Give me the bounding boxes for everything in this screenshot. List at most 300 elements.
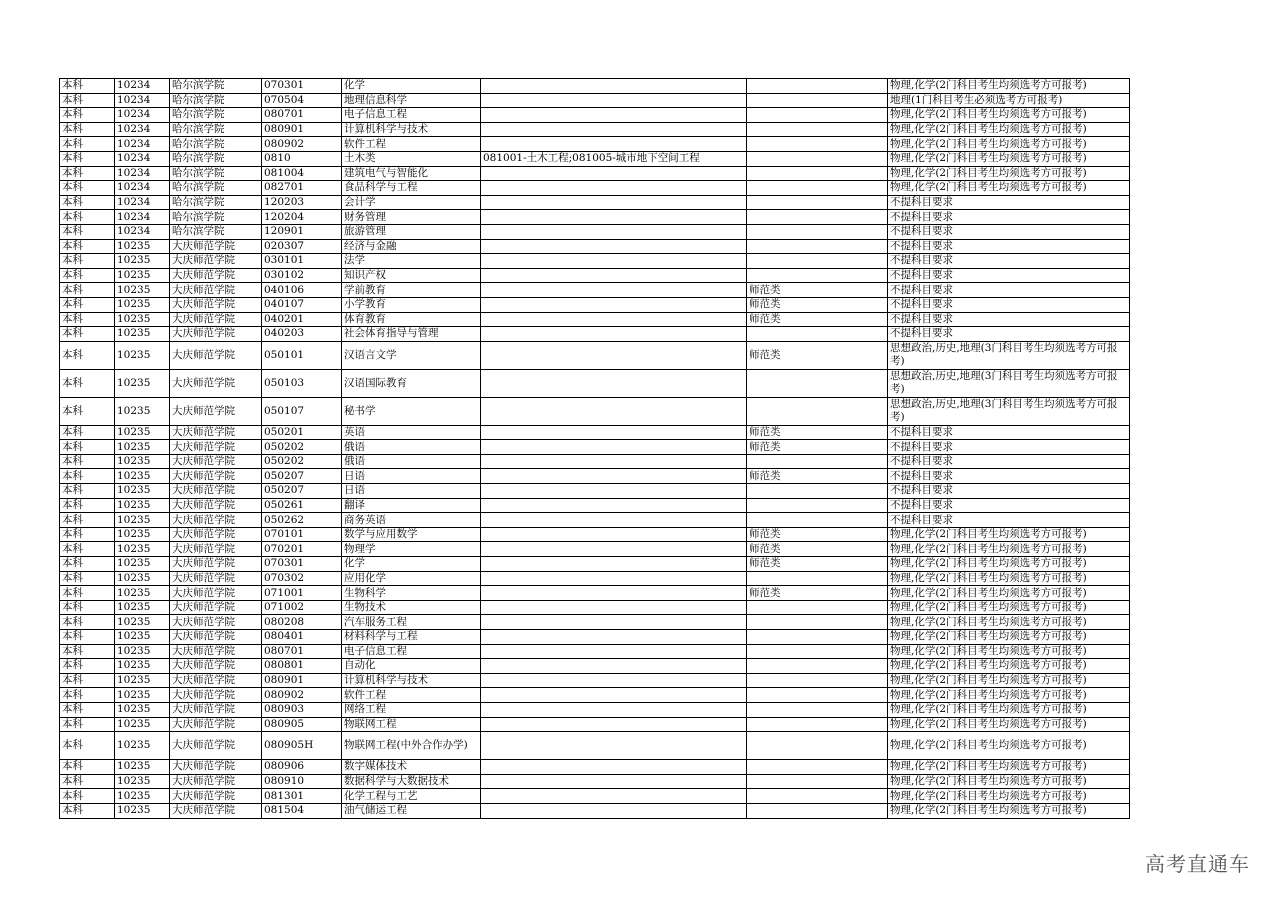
table-row <box>60 760 1130 775</box>
cell-school-name: 哈尔滨学院 <box>170 181 262 196</box>
cell-major-name: 旅游管理 <box>342 224 481 239</box>
cell-note <box>747 454 888 469</box>
cell-level: 本科 <box>60 702 115 717</box>
table-row <box>60 151 1130 166</box>
cell-major-name: 俄语 <box>342 454 481 469</box>
cell-level: 本科 <box>60 542 115 557</box>
cell-level: 本科 <box>60 717 115 732</box>
cell-major-name: 物联网工程 <box>342 717 481 732</box>
cell-level: 本科 <box>60 774 115 789</box>
table-row <box>60 137 1130 152</box>
cell-major-includes <box>481 673 747 688</box>
cell-school-name: 大庆师范学院 <box>170 557 262 572</box>
cell-major-name: 自动化 <box>342 659 481 674</box>
cell-school-code: 10235 <box>115 297 170 312</box>
table-row <box>60 600 1130 615</box>
cell-subject-requirement: 物理,化学(2门科目考生均须选考方可报考) <box>888 542 1130 557</box>
cell-major-name: 汉语国际教育 <box>342 369 481 397</box>
cell-major-code: 080906 <box>262 760 342 775</box>
cell-school-code: 10235 <box>115 630 170 645</box>
cell-major-code: 040106 <box>262 283 342 298</box>
cell-school-code: 10235 <box>115 527 170 542</box>
cell-major-includes: 081001-土木工程;081005-城市地下空间工程 <box>481 151 747 166</box>
table-row <box>60 425 1130 440</box>
cell-major-name: 社会体育指导与管理 <box>342 327 481 342</box>
cell-major-includes <box>481 542 747 557</box>
cell-level: 本科 <box>60 195 115 210</box>
table-row <box>60 803 1130 818</box>
cell-school-code: 10235 <box>115 600 170 615</box>
cell-school-code: 10235 <box>115 688 170 703</box>
cell-major-includes <box>481 239 747 254</box>
cell-level: 本科 <box>60 268 115 283</box>
cell-major-code: 030102 <box>262 268 342 283</box>
cell-school-name: 大庆师范学院 <box>170 774 262 789</box>
cell-major-code: 071002 <box>262 600 342 615</box>
cell-major-code: 020307 <box>262 239 342 254</box>
cell-major-code: 050107 <box>262 397 342 425</box>
cell-subject-requirement: 物理,化学(2门科目考生均须选考方可报考) <box>888 615 1130 630</box>
cell-major-includes <box>481 369 747 397</box>
cell-level: 本科 <box>60 571 115 586</box>
cell-major-includes <box>481 498 747 513</box>
cell-school-name: 大庆师范学院 <box>170 297 262 312</box>
cell-major-includes <box>481 600 747 615</box>
cell-school-name: 大庆师范学院 <box>170 659 262 674</box>
cell-school-code: 10234 <box>115 195 170 210</box>
cell-school-name: 大庆师范学院 <box>170 571 262 586</box>
cell-level: 本科 <box>60 440 115 455</box>
cell-note <box>747 327 888 342</box>
cell-major-code: 030101 <box>262 254 342 269</box>
cell-note <box>747 659 888 674</box>
cell-major-includes <box>481 571 747 586</box>
cell-major-includes <box>481 688 747 703</box>
table-row <box>60 774 1130 789</box>
cell-major-name: 英语 <box>342 425 481 440</box>
table-row <box>60 630 1130 645</box>
table-row <box>60 181 1130 196</box>
cell-major-includes <box>481 425 747 440</box>
cell-note: 师范类 <box>747 312 888 327</box>
cell-subject-requirement: 不提科目要求 <box>888 254 1130 269</box>
cell-note: 师范类 <box>747 527 888 542</box>
cell-note <box>747 108 888 123</box>
cell-major-includes <box>481 789 747 804</box>
cell-note: 师范类 <box>747 586 888 601</box>
cell-note <box>747 93 888 108</box>
cell-major-name: 数字媒体技术 <box>342 760 481 775</box>
table-row <box>60 254 1130 269</box>
cell-major-code: 081301 <box>262 789 342 804</box>
cell-school-name: 大庆师范学院 <box>170 615 262 630</box>
cell-school-name: 大庆师范学院 <box>170 760 262 775</box>
cell-major-code: 071001 <box>262 586 342 601</box>
cell-level: 本科 <box>60 630 115 645</box>
cell-school-code: 10235 <box>115 774 170 789</box>
cell-school-code: 10235 <box>115 659 170 674</box>
cell-note <box>747 79 888 94</box>
cell-major-name: 日语 <box>342 484 481 499</box>
cell-school-name: 哈尔滨学院 <box>170 108 262 123</box>
table-row <box>60 283 1130 298</box>
cell-subject-requirement: 不提科目要求 <box>888 224 1130 239</box>
cell-major-code: 080701 <box>262 644 342 659</box>
cell-note <box>747 122 888 137</box>
cell-major-code: 080905H <box>262 732 342 760</box>
cell-note <box>747 600 888 615</box>
cell-note <box>747 166 888 181</box>
cell-level: 本科 <box>60 425 115 440</box>
cell-school-name: 大庆师范学院 <box>170 732 262 760</box>
cell-note <box>747 673 888 688</box>
cell-subject-requirement: 不提科目要求 <box>888 312 1130 327</box>
cell-school-name: 哈尔滨学院 <box>170 224 262 239</box>
cell-major-includes <box>481 644 747 659</box>
cell-note <box>747 688 888 703</box>
cell-subject-requirement: 地理(1门科目考生必须选考方可报考) <box>888 93 1130 108</box>
cell-major-code: 050103 <box>262 369 342 397</box>
cell-note <box>747 369 888 397</box>
cell-school-code: 10235 <box>115 803 170 818</box>
cell-subject-requirement: 不提科目要求 <box>888 425 1130 440</box>
cell-school-code: 10234 <box>115 93 170 108</box>
table-body <box>60 79 1130 819</box>
cell-major-code: 070101 <box>262 527 342 542</box>
cell-level: 本科 <box>60 513 115 528</box>
cell-major-code: 081504 <box>262 803 342 818</box>
cell-subject-requirement: 物理,化学(2门科目考生均须选考方可报考) <box>888 688 1130 703</box>
table-row <box>60 312 1130 327</box>
cell-school-name: 大庆师范学院 <box>170 239 262 254</box>
table-row <box>60 210 1130 225</box>
cell-major-includes <box>481 283 747 298</box>
cell-major-name: 物理学 <box>342 542 481 557</box>
cell-school-code: 10235 <box>115 557 170 572</box>
cell-major-includes <box>481 93 747 108</box>
cell-major-name: 电子信息工程 <box>342 644 481 659</box>
cell-major-name: 数学与应用数学 <box>342 527 481 542</box>
cell-note <box>747 803 888 818</box>
cell-level: 本科 <box>60 484 115 499</box>
cell-major-code: 040203 <box>262 327 342 342</box>
cell-level: 本科 <box>60 586 115 601</box>
cell-major-name: 计算机科学与技术 <box>342 122 481 137</box>
cell-major-code: 080902 <box>262 137 342 152</box>
cell-subject-requirement: 物理,化学(2门科目考生均须选考方可报考) <box>888 803 1130 818</box>
cell-school-code: 10234 <box>115 210 170 225</box>
cell-school-code: 10235 <box>115 312 170 327</box>
cell-school-name: 哈尔滨学院 <box>170 93 262 108</box>
table-row <box>60 327 1130 342</box>
cell-school-name: 大庆师范学院 <box>170 254 262 269</box>
cell-subject-requirement: 物理,化学(2门科目考生均须选考方可报考) <box>888 557 1130 572</box>
cell-major-includes <box>481 397 747 425</box>
cell-school-code: 10235 <box>115 397 170 425</box>
cell-subject-requirement: 物理,化学(2门科目考生均须选考方可报考) <box>888 181 1130 196</box>
cell-major-includes <box>481 254 747 269</box>
cell-school-code: 10235 <box>115 586 170 601</box>
cell-major-includes <box>481 702 747 717</box>
cell-note: 师范类 <box>747 440 888 455</box>
cell-school-name: 大庆师范学院 <box>170 803 262 818</box>
cell-major-includes <box>481 484 747 499</box>
cell-major-code: 0810 <box>262 151 342 166</box>
cell-major-includes <box>481 268 747 283</box>
cell-major-includes <box>481 557 747 572</box>
cell-note <box>747 644 888 659</box>
cell-note <box>747 571 888 586</box>
cell-major-name: 化学 <box>342 557 481 572</box>
cell-major-includes <box>481 210 747 225</box>
cell-major-includes <box>481 659 747 674</box>
cell-note <box>747 224 888 239</box>
cell-subject-requirement: 物理,化学(2门科目考生均须选考方可报考) <box>888 717 1130 732</box>
table-row <box>60 659 1130 674</box>
cell-subject-requirement: 物理,化学(2门科目考生均须选考方可报考) <box>888 630 1130 645</box>
cell-major-code: 070301 <box>262 79 342 94</box>
cell-major-includes <box>481 224 747 239</box>
cell-level: 本科 <box>60 254 115 269</box>
cell-major-name: 小学教育 <box>342 297 481 312</box>
cell-note <box>747 789 888 804</box>
cell-major-name: 化学工程与工艺 <box>342 789 481 804</box>
table-row <box>60 440 1130 455</box>
cell-level: 本科 <box>60 673 115 688</box>
cell-school-name: 哈尔滨学院 <box>170 151 262 166</box>
cell-subject-requirement: 不提科目要求 <box>888 195 1130 210</box>
cell-school-code: 10234 <box>115 79 170 94</box>
table-row <box>60 239 1130 254</box>
table-row <box>60 369 1130 397</box>
cell-school-name: 大庆师范学院 <box>170 498 262 513</box>
cell-school-name: 大庆师范学院 <box>170 341 262 369</box>
cell-major-code: 081004 <box>262 166 342 181</box>
cell-subject-requirement: 物理,化学(2门科目考生均须选考方可报考) <box>888 789 1130 804</box>
cell-note: 师范类 <box>747 283 888 298</box>
cell-note <box>747 397 888 425</box>
cell-school-name: 哈尔滨学院 <box>170 195 262 210</box>
table-row <box>60 268 1130 283</box>
cell-level: 本科 <box>60 122 115 137</box>
table-row <box>60 615 1130 630</box>
cell-major-name: 经济与金融 <box>342 239 481 254</box>
cell-level: 本科 <box>60 327 115 342</box>
cell-major-includes <box>481 469 747 484</box>
cell-level: 本科 <box>60 732 115 760</box>
cell-subject-requirement: 物理,化学(2门科目考生均须选考方可报考) <box>888 108 1130 123</box>
cell-school-code: 10235 <box>115 327 170 342</box>
cell-note <box>747 239 888 254</box>
cell-major-name: 计算机科学与技术 <box>342 673 481 688</box>
cell-major-code: 050101 <box>262 341 342 369</box>
cell-subject-requirement: 物理,化学(2门科目考生均须选考方可报考) <box>888 702 1130 717</box>
cell-note <box>747 137 888 152</box>
cell-major-includes <box>481 717 747 732</box>
cell-level: 本科 <box>60 789 115 804</box>
cell-major-name: 材料科学与工程 <box>342 630 481 645</box>
cell-major-includes <box>481 513 747 528</box>
cell-level: 本科 <box>60 397 115 425</box>
cell-school-name: 大庆师范学院 <box>170 600 262 615</box>
cell-note: 师范类 <box>747 542 888 557</box>
cell-level: 本科 <box>60 760 115 775</box>
cell-school-name: 哈尔滨学院 <box>170 122 262 137</box>
cell-note <box>747 630 888 645</box>
cell-school-name: 大庆师范学院 <box>170 454 262 469</box>
cell-subject-requirement: 不提科目要求 <box>888 440 1130 455</box>
cell-school-name: 大庆师范学院 <box>170 542 262 557</box>
cell-school-code: 10234 <box>115 108 170 123</box>
cell-major-name: 俄语 <box>342 440 481 455</box>
cell-school-code: 10235 <box>115 673 170 688</box>
cell-major-name: 体育教育 <box>342 312 481 327</box>
cell-school-code: 10235 <box>115 454 170 469</box>
cell-major-includes <box>481 327 747 342</box>
cell-school-code: 10235 <box>115 369 170 397</box>
cell-school-name: 大庆师范学院 <box>170 688 262 703</box>
cell-major-name: 财务管理 <box>342 210 481 225</box>
table-row <box>60 454 1130 469</box>
cell-note <box>747 774 888 789</box>
cell-school-code: 10235 <box>115 440 170 455</box>
cell-subject-requirement: 物理,化学(2门科目考生均须选考方可报考) <box>888 732 1130 760</box>
cell-school-code: 10235 <box>115 239 170 254</box>
cell-major-includes <box>481 181 747 196</box>
cell-major-name: 生物技术 <box>342 600 481 615</box>
cell-level: 本科 <box>60 137 115 152</box>
cell-subject-requirement: 物理,化学(2门科目考生均须选考方可报考) <box>888 774 1130 789</box>
cell-major-code: 050207 <box>262 469 342 484</box>
cell-level: 本科 <box>60 93 115 108</box>
cell-subject-requirement: 物理,化学(2门科目考生均须选考方可报考) <box>888 527 1130 542</box>
cell-major-name: 建筑电气与智能化 <box>342 166 481 181</box>
cell-subject-requirement: 物理,化学(2门科目考生均须选考方可报考) <box>888 571 1130 586</box>
cell-major-code: 120203 <box>262 195 342 210</box>
cell-school-name: 大庆师范学院 <box>170 312 262 327</box>
cell-school-code: 10235 <box>115 469 170 484</box>
cell-major-includes <box>481 79 747 94</box>
table-row <box>60 527 1130 542</box>
cell-level: 本科 <box>60 498 115 513</box>
cell-major-name: 食品科学与工程 <box>342 181 481 196</box>
cell-major-code: 050202 <box>262 454 342 469</box>
cell-subject-requirement: 物理,化学(2门科目考生均须选考方可报考) <box>888 659 1130 674</box>
table-row <box>60 79 1130 94</box>
cell-school-name: 哈尔滨学院 <box>170 137 262 152</box>
cell-major-includes <box>481 760 747 775</box>
cell-major-name: 软件工程 <box>342 137 481 152</box>
table-row <box>60 108 1130 123</box>
cell-major-name: 日语 <box>342 469 481 484</box>
table-row <box>60 557 1130 572</box>
cell-major-code: 080801 <box>262 659 342 674</box>
cell-major-name: 知识产权 <box>342 268 481 283</box>
cell-school-code: 10235 <box>115 732 170 760</box>
cell-subject-requirement: 思想政治,历史,地理(3门科目考生均须选考方可报考) <box>888 369 1130 397</box>
table-row <box>60 702 1130 717</box>
cell-major-name: 学前教育 <box>342 283 481 298</box>
cell-major-code: 080401 <box>262 630 342 645</box>
cell-subject-requirement: 思想政治,历史,地理(3门科目考生均须选考方可报考) <box>888 341 1130 369</box>
cell-school-name: 大庆师范学院 <box>170 484 262 499</box>
cell-major-code: 050262 <box>262 513 342 528</box>
cell-school-code: 10235 <box>115 341 170 369</box>
cell-level: 本科 <box>60 312 115 327</box>
cell-school-code: 10234 <box>115 137 170 152</box>
cell-school-code: 10234 <box>115 151 170 166</box>
cell-major-code: 070504 <box>262 93 342 108</box>
cell-school-name: 大庆师范学院 <box>170 630 262 645</box>
cell-major-name: 油气储运工程 <box>342 803 481 818</box>
cell-subject-requirement: 物理,化学(2门科目考生均须选考方可报考) <box>888 600 1130 615</box>
cell-school-name: 大庆师范学院 <box>170 789 262 804</box>
cell-note <box>747 254 888 269</box>
table-row <box>60 397 1130 425</box>
cell-major-name: 网络工程 <box>342 702 481 717</box>
cell-major-code: 080208 <box>262 615 342 630</box>
cell-major-includes <box>481 166 747 181</box>
table-row <box>60 717 1130 732</box>
cell-major-includes <box>481 137 747 152</box>
cell-major-name: 汽车服务工程 <box>342 615 481 630</box>
cell-level: 本科 <box>60 527 115 542</box>
cell-level: 本科 <box>60 181 115 196</box>
cell-school-name: 大庆师范学院 <box>170 717 262 732</box>
table-row <box>60 498 1130 513</box>
table-row <box>60 789 1130 804</box>
cell-major-code: 050261 <box>262 498 342 513</box>
cell-major-name: 物联网工程(中外合作办学) <box>342 732 481 760</box>
cell-note: 师范类 <box>747 425 888 440</box>
cell-major-includes <box>481 195 747 210</box>
cell-school-code: 10235 <box>115 513 170 528</box>
table-row <box>60 122 1130 137</box>
cell-major-code: 120901 <box>262 224 342 239</box>
cell-major-code: 080910 <box>262 774 342 789</box>
cell-note <box>747 151 888 166</box>
cell-level: 本科 <box>60 108 115 123</box>
cell-subject-requirement: 不提科目要求 <box>888 268 1130 283</box>
cell-major-includes <box>481 803 747 818</box>
cell-school-name: 大庆师范学院 <box>170 644 262 659</box>
table-row <box>60 688 1130 703</box>
cell-level: 本科 <box>60 454 115 469</box>
cell-level: 本科 <box>60 369 115 397</box>
cell-school-name: 大庆师范学院 <box>170 440 262 455</box>
cell-note <box>747 615 888 630</box>
cell-subject-requirement: 物理,化学(2门科目考生均须选考方可报考) <box>888 760 1130 775</box>
cell-school-code: 10234 <box>115 181 170 196</box>
cell-school-code: 10235 <box>115 484 170 499</box>
cell-note <box>747 181 888 196</box>
cell-major-code: 120204 <box>262 210 342 225</box>
cell-subject-requirement: 不提科目要求 <box>888 239 1130 254</box>
cell-level: 本科 <box>60 469 115 484</box>
cell-school-name: 大庆师范学院 <box>170 268 262 283</box>
cell-major-name: 汉语言文学 <box>342 341 481 369</box>
cell-level: 本科 <box>60 151 115 166</box>
cell-level: 本科 <box>60 688 115 703</box>
table-row <box>60 513 1130 528</box>
cell-major-code: 070301 <box>262 557 342 572</box>
cell-major-includes <box>481 341 747 369</box>
table-row <box>60 484 1130 499</box>
cell-subject-requirement: 不提科目要求 <box>888 513 1130 528</box>
cell-subject-requirement: 物理,化学(2门科目考生均须选考方可报考) <box>888 151 1130 166</box>
cell-level: 本科 <box>60 283 115 298</box>
cell-major-code: 082701 <box>262 181 342 196</box>
